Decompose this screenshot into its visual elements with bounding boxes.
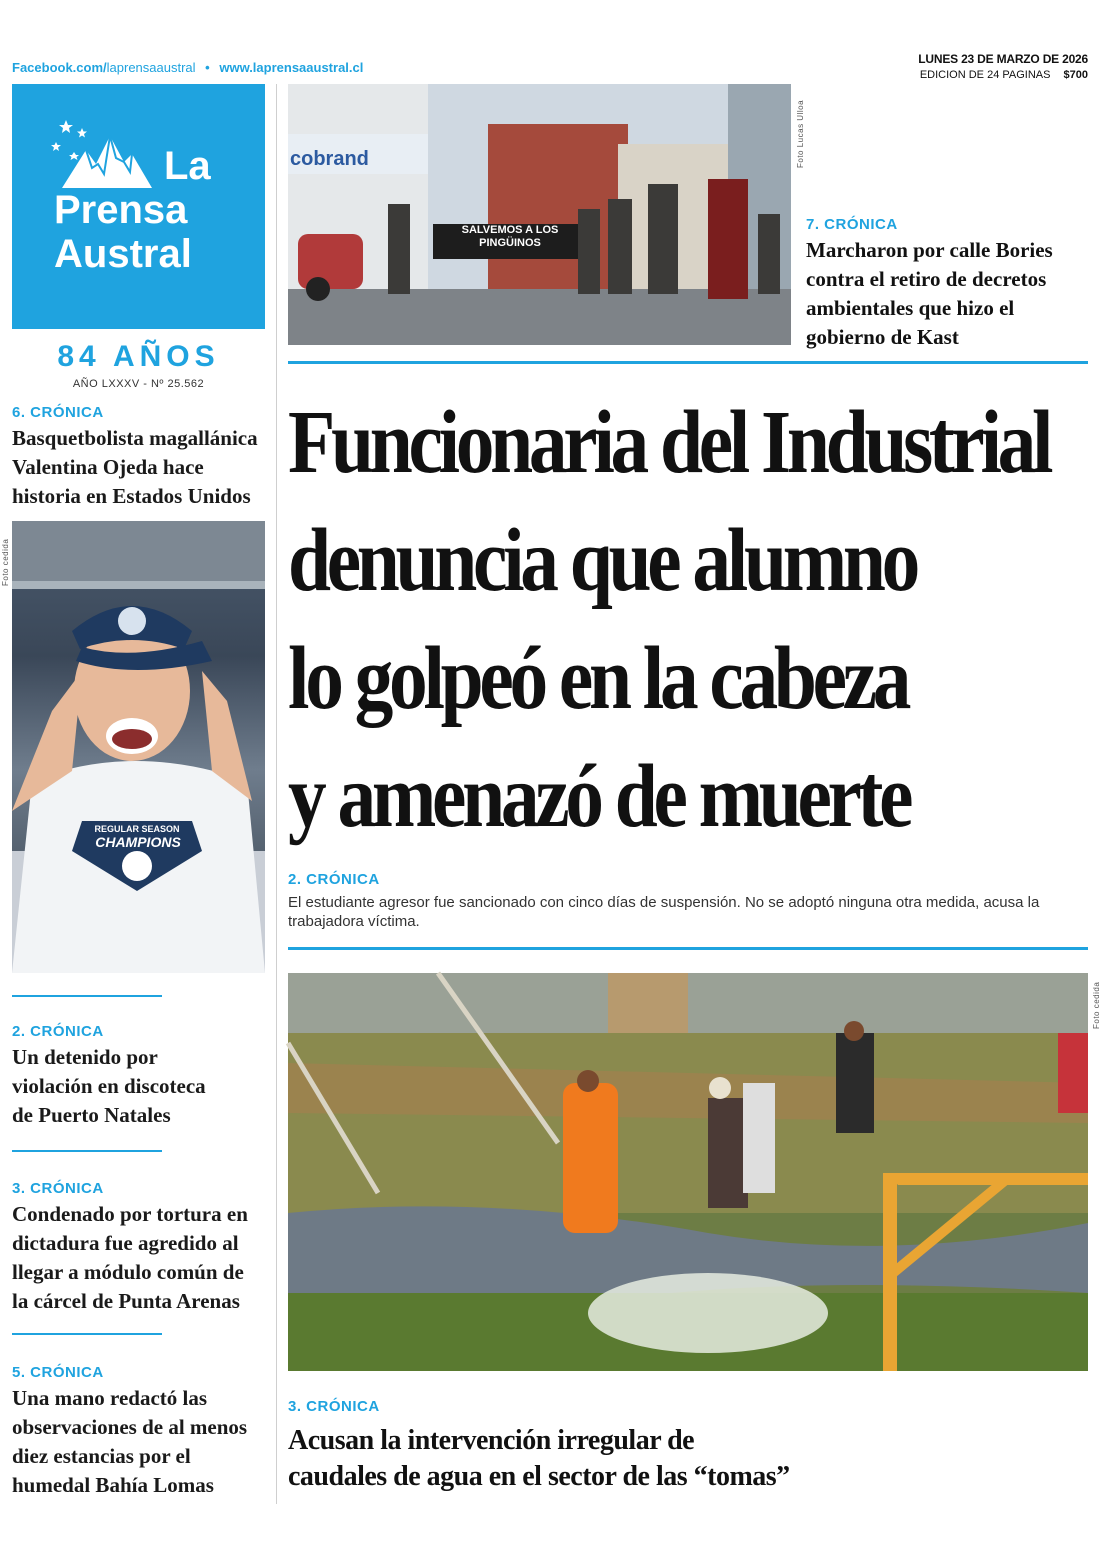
sidebar-story3-section: 3. CRÓNICA <box>12 1180 104 1197</box>
sidebar-divider-2 <box>12 1150 162 1152</box>
main-story-summary: El estudiante agresor fue sancionado con cinco días de suspensión. No se adoptó ninguna otra medida, acusa la trabajadora víctima. <box>288 894 1040 930</box>
sidebar-story2-section: 2. CRÓNICA <box>12 1023 104 1040</box>
masthead-title-la: La <box>164 144 211 188</box>
issue-date: LUNES 23 DE MARZO DE 2026 <box>918 52 1088 66</box>
bottom-story-headline[interactable] <box>288 1423 1088 1495</box>
price: $700 <box>1063 69 1088 81</box>
sidebar-story2-headline[interactable]: Un detenido por violación en discoteca de Puerto Natales <box>12 1045 206 1127</box>
bottom-headline-line1: Acusan la intervención irregular de <box>288 1425 695 1456</box>
middle-rule <box>288 947 1088 950</box>
facebook-link[interactable] <box>12 60 196 75</box>
top-story-section: 7. CRÓNICA <box>806 216 898 233</box>
sidebar-story3-headline[interactable]: Condenado por tortura en dictadura fue agredido al llegar a módulo común de la cárcel de Punta Arenas <box>12 1202 248 1313</box>
top-rule <box>288 361 1088 364</box>
march-photo-credit: Foto Lucas Ulloa <box>796 99 805 168</box>
bottom-story-section: 3. CRÓNICA <box>288 1398 380 1415</box>
wetland-illustration <box>288 973 1088 1371</box>
column-divider <box>276 84 277 1504</box>
main-headline[interactable] <box>288 384 1050 856</box>
masthead-logo[interactable] <box>12 84 265 329</box>
separator-dot: • <box>205 60 210 75</box>
volume-number: AÑO LXXXV - Nº 25.562 <box>72 378 205 390</box>
edition-info <box>788 52 1088 81</box>
sidebar-story4-headline[interactable]: Una mano redactó las observaciones de al menos diez estancias por el humedal Bahía Lomas <box>12 1386 248 1497</box>
protest-banner-text: SALVEMOS A LOS PINGÜINOS <box>461 224 559 249</box>
shirt-text-regular-season: REGULAR SEASON <box>94 824 180 834</box>
storefront-sign: cobrand <box>290 148 369 170</box>
water-channel-photo[interactable] <box>288 973 1088 1371</box>
website-link[interactable]: www.laprensaaustral.cl <box>219 60 364 75</box>
player-illustration <box>12 521 265 973</box>
facebook-handle: laprensaaustral <box>106 60 196 75</box>
main-headline-line4: y amenazó de muerte <box>288 747 910 846</box>
sidebar-photo-credit: Foto cedida <box>1 538 10 586</box>
page-count: EDICION DE 24 PAGINAS <box>919 69 1051 81</box>
shirt-text-champions: CHAMPIONS <box>95 834 181 850</box>
sidebar-divider-1 <box>12 995 162 997</box>
bottom-headline-line2: caudales de agua en el sector de las “tomas” <box>288 1461 790 1492</box>
mountains-stars-icon <box>52 114 172 194</box>
edition-line <box>788 69 1088 81</box>
facebook-prefix: Facebook.com/ <box>12 60 107 75</box>
social-links <box>12 60 363 75</box>
water-photo-credit: Foto cedida <box>1092 981 1101 1029</box>
sidebar-story4-section: 5. CRÓNICA <box>12 1364 104 1381</box>
masthead-title-prensa: Prensa <box>54 188 188 232</box>
basketball-player-photo[interactable] <box>12 521 265 973</box>
main-headline-line2: denuncia que alumno <box>288 511 917 610</box>
main-story-section: 2. CRÓNICA <box>288 871 380 888</box>
main-headline-line1: Funcionaria del Industrial <box>288 393 1050 492</box>
main-headline-line3: lo golpeó en la cabeza <box>288 629 908 728</box>
march-illustration <box>288 84 791 345</box>
top-story-headline[interactable]: Marcharon por calle Bories contra el retiro de decretos ambientales que hizo el gobierno de Kast <box>806 238 1053 349</box>
sidebar-story1-section: 6. CRÓNICA <box>12 404 104 421</box>
anniversary-label: 84 AÑOS <box>57 340 220 373</box>
masthead-title-austral: Austral <box>54 232 192 276</box>
march-photo[interactable] <box>288 84 791 345</box>
sidebar-story1-headline[interactable]: Basquetbolista magallánica Valentina Ojeda hace historia en Estados Unidos <box>12 426 258 508</box>
sidebar-divider-3 <box>12 1333 162 1335</box>
